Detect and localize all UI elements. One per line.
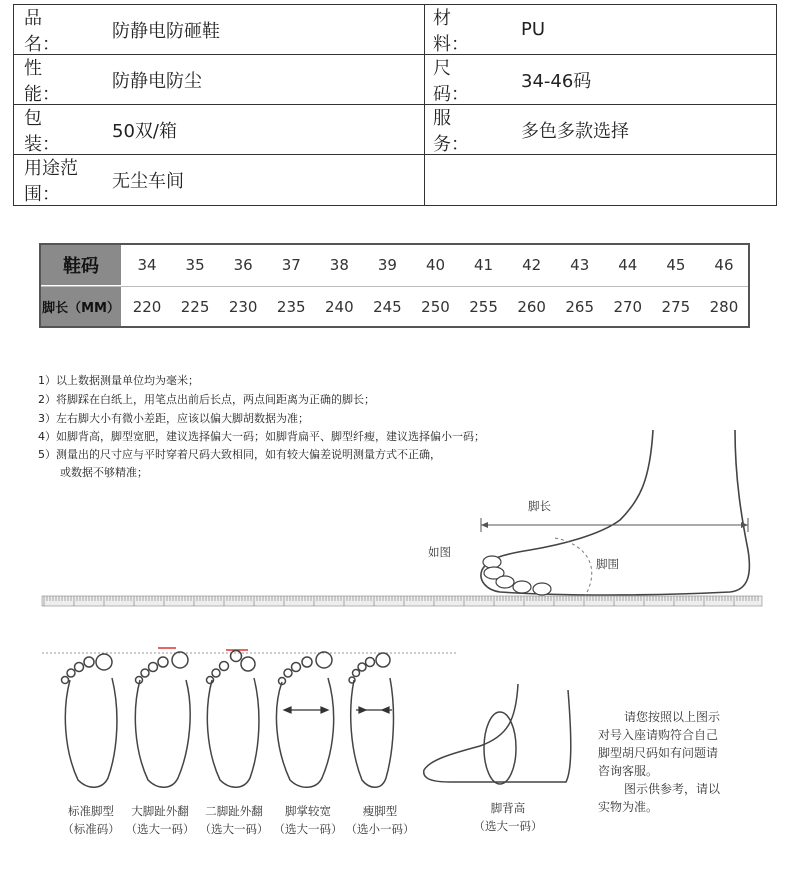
length-cell: 255 <box>469 298 498 316</box>
size-cell: 38 <box>329 256 349 274</box>
length-cell: 280 <box>709 298 739 316</box>
length-cell: 235 <box>276 298 306 316</box>
foot-length-label: 脚长 <box>528 499 551 513</box>
info-cell <box>24 55 414 104</box>
info-cell <box>424 155 774 205</box>
info-value: PU <box>521 19 546 40</box>
info-row <box>14 105 776 155</box>
instep-hint: （选大一码） <box>473 819 543 833</box>
size-cell: 43 <box>570 256 590 274</box>
info-cell <box>24 155 414 205</box>
info-value: 防静电防砸鞋 <box>112 20 220 42</box>
info-row <box>14 55 776 105</box>
length-cell: 275 <box>661 298 691 316</box>
size-cell: 36 <box>233 256 253 274</box>
length-cell: 260 <box>517 298 546 316</box>
info-value: 多色多款选择 <box>521 120 629 142</box>
tip-line: 咨询客服。 <box>598 764 659 778</box>
info-cell <box>424 55 774 104</box>
info-value: 34-46码 <box>521 70 592 92</box>
note-line: 3）左右脚大小有微小差距，应该以偏大脚胡数据为准； <box>38 412 309 425</box>
info-label: 用途范围： <box>24 158 78 205</box>
size-cell: 35 <box>185 256 205 274</box>
foot-type-name: 瘦脚型 <box>362 804 398 818</box>
info-label: 服 务： <box>433 107 487 155</box>
product-info-table <box>13 4 777 206</box>
length-cell: 250 <box>421 298 450 316</box>
info-value: 无尘车间 <box>112 171 184 192</box>
tip-line: 实物为准。 <box>598 800 659 814</box>
info-label: 材 料： <box>433 7 487 55</box>
size-cell: 44 <box>618 256 638 274</box>
info-cell <box>424 5 774 54</box>
info-row <box>14 5 776 55</box>
instep-name: 脚背高 <box>490 801 526 815</box>
info-cell <box>24 105 414 154</box>
note-line: 4）如脚背高，脚型宽肥，建议选择偏大一码；如脚背扁平、脚型纤瘦，建议选择偏小一码； <box>38 430 485 443</box>
example-label: 如图 <box>428 545 451 559</box>
note-line: 1）以上数据测量单位均为毫米； <box>38 374 199 387</box>
tip-line: 图示供参考，请以 <box>624 782 721 796</box>
info-cell <box>424 105 774 154</box>
tip-line: 请您按照以上图示 <box>624 710 721 724</box>
info-label: 包 装： <box>24 107 78 155</box>
info-row <box>14 155 776 205</box>
length-cell: 240 <box>325 298 354 316</box>
note-line: 2）将脚踩在白纸上，用笔点出前后长点，两点间距离为正确的脚长； <box>38 393 375 406</box>
tip-line: 脚型胡尺码如有问题请 <box>598 746 719 760</box>
foot-girth-label: 脚围 <box>596 557 619 571</box>
info-label: 性 能： <box>24 57 78 105</box>
note-line: 5）测量出的尺寸应与平时穿着尺码大致相同，如有较大偏差说明测量方式不正确， <box>38 448 441 461</box>
foot-type-hint: （选小一码） <box>345 822 415 836</box>
length-cell: 270 <box>613 298 643 316</box>
size-header: 鞋码 <box>41 245 121 285</box>
info-label: 品 名： <box>24 7 78 55</box>
length-cell: 220 <box>132 298 162 316</box>
length-header: 脚长（MM） <box>41 287 121 326</box>
foot-type-hint: （标准码） <box>62 822 120 836</box>
foot-type-hint: （选大一码） <box>273 822 343 836</box>
length-cell: 245 <box>373 298 402 316</box>
size-cell: 39 <box>377 256 397 274</box>
size-cell: 45 <box>666 256 686 274</box>
size-cell: 42 <box>522 256 542 274</box>
length-cell: 225 <box>180 298 210 316</box>
size-cell: 46 <box>714 256 734 274</box>
size-cell: 40 <box>425 256 446 274</box>
note-line: 或数据不够精准； <box>38 466 148 479</box>
info-cell <box>24 5 414 54</box>
info-label: 尺 码： <box>433 57 487 105</box>
foot-type-hint: （选大一码） <box>199 822 269 836</box>
size-cell: 34 <box>137 256 157 274</box>
foot-type-hint: （选大一码） <box>125 822 195 836</box>
length-cell: 230 <box>228 298 258 316</box>
info-value: 防静电防尘 <box>112 70 202 92</box>
length-cell: 265 <box>565 298 595 316</box>
foot-type-name: 二脚趾外翻 <box>205 804 263 818</box>
foot-type-name: 大脚趾外翻 <box>131 804 189 818</box>
size-cell: 37 <box>281 256 301 274</box>
size-chart-table <box>39 243 750 328</box>
tip-line: 对号入座请购符合自己 <box>598 728 719 742</box>
foot-measure-illustration <box>0 420 790 620</box>
foot-type-name: 标准脚型 <box>68 804 114 818</box>
info-value: 50双/箱 <box>112 120 177 142</box>
size-cell: 41 <box>474 256 494 274</box>
foot-type-name: 脚掌较宽 <box>285 804 331 818</box>
